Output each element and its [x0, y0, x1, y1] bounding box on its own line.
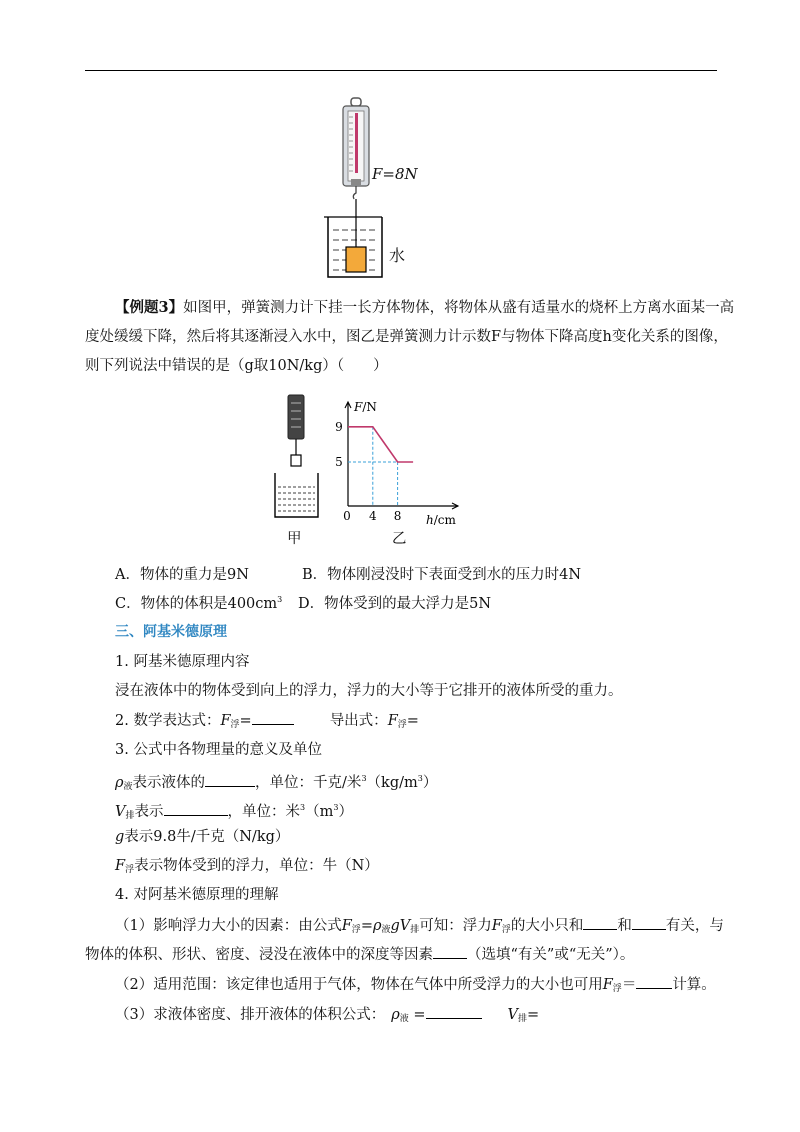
choice-d: D．物体受到的最大浮力是5N [298, 596, 492, 612]
y-tick-label: 9 [335, 419, 343, 434]
item3-title: 3. 公式中各物理量的意义及单位 [115, 742, 322, 758]
p1-line2: 物体的体积、形状、密度、浸没在液体中的深度等因素 （选填“有关”或“无关”）。 [85, 944, 634, 965]
label-yi: 乙 [392, 531, 407, 547]
force-label: F=8N [372, 165, 418, 183]
x-tick-label: 4 [368, 509, 377, 523]
g-line: g表示9.8牛/千克（N/kg） [115, 829, 290, 845]
item1-text: 浸在液体中的物体受到向上的浮力，浮力的大小等于它排开的液体所受的重力。 [115, 683, 623, 699]
example3-line1: 【例题3】如图甲，弹簧测力计下挂一长方体物体，将物体从盛有适量水的烧杯上方离水面某一高 [115, 299, 735, 316]
y-tick-label: 5 [335, 455, 343, 469]
example3-line2: 度处缓缓下降，然后将其逐渐浸入水中，图乙是弹簧测力计示数F与物体下降高度h变化关系的图像， [85, 329, 728, 345]
item2-line: 2. 数学表达式：$F_浮=$ 导出式：$F_浮=$ [115, 710, 419, 735]
blank-relation[interactable] [433, 944, 467, 959]
blank-formula[interactable] [252, 710, 294, 725]
rho-line: $\rho_液$表示液体的 ，单位：千克/米$^3(kg/m^3)$ [115, 774, 438, 792]
f-line: $F_浮$表示物体受到的浮力，单位：牛（N） [115, 858, 379, 875]
p1-line1: （1）影响浮力大小的因素：由公式$F_浮=\rho_液gV_排$可知：浮力$F_浮$的大小只和 和 有关，与 [115, 915, 724, 940]
x-axis-label: h/cm [426, 513, 456, 527]
x-tick-label: 0 [343, 509, 351, 523]
p2-line: （2）适用范围：该定律也适用于气体，物体在气体中所受浮力的大小也可用$F_浮=$ 计算。 [115, 974, 716, 999]
blank-gas[interactable] [636, 974, 672, 989]
p3-line: （3）求液体密度、排开液体的体积公式： $\rho_液 = V_排=$ [115, 1004, 539, 1029]
blank-factor1[interactable] [583, 915, 617, 930]
section3-heading: 三、阿基米德原理 [115, 624, 227, 640]
example3-tag: 【例题3】 [115, 299, 184, 316]
y-axis-label: F/N [354, 400, 377, 414]
v-line: $V_排$表示 ，单位：米$^3(m^3)$ [115, 803, 353, 821]
blank-rho[interactable] [205, 772, 255, 787]
choice-c: C．物体的体积是$400cm^3$ [115, 595, 283, 612]
item1-title: 1. 阿基米德原理内容 [115, 654, 250, 670]
example3-line3: 则下列说法中错误的是（g取10N/kg）（ ） [85, 358, 388, 374]
force-height-chart [330, 393, 470, 528]
item4-title: 4. 对阿基米德原理的理解 [115, 887, 279, 903]
spring-scale-figure [320, 95, 430, 285]
choice-b: B．物体刚浸没时下表面受到水的压力时4N [302, 567, 582, 583]
water-label: 水 [389, 246, 406, 265]
blank-density[interactable] [426, 1004, 482, 1019]
blank-volume[interactable] [164, 801, 228, 816]
label-jia: 甲 [287, 531, 302, 547]
x-tick-label: 8 [393, 509, 402, 523]
blank-factor2[interactable] [632, 915, 666, 930]
series-line [348, 427, 413, 462]
header-rule [85, 70, 717, 71]
choice-a: A．物体的重力是9N [115, 567, 249, 583]
apparatus-jia [270, 393, 330, 523]
